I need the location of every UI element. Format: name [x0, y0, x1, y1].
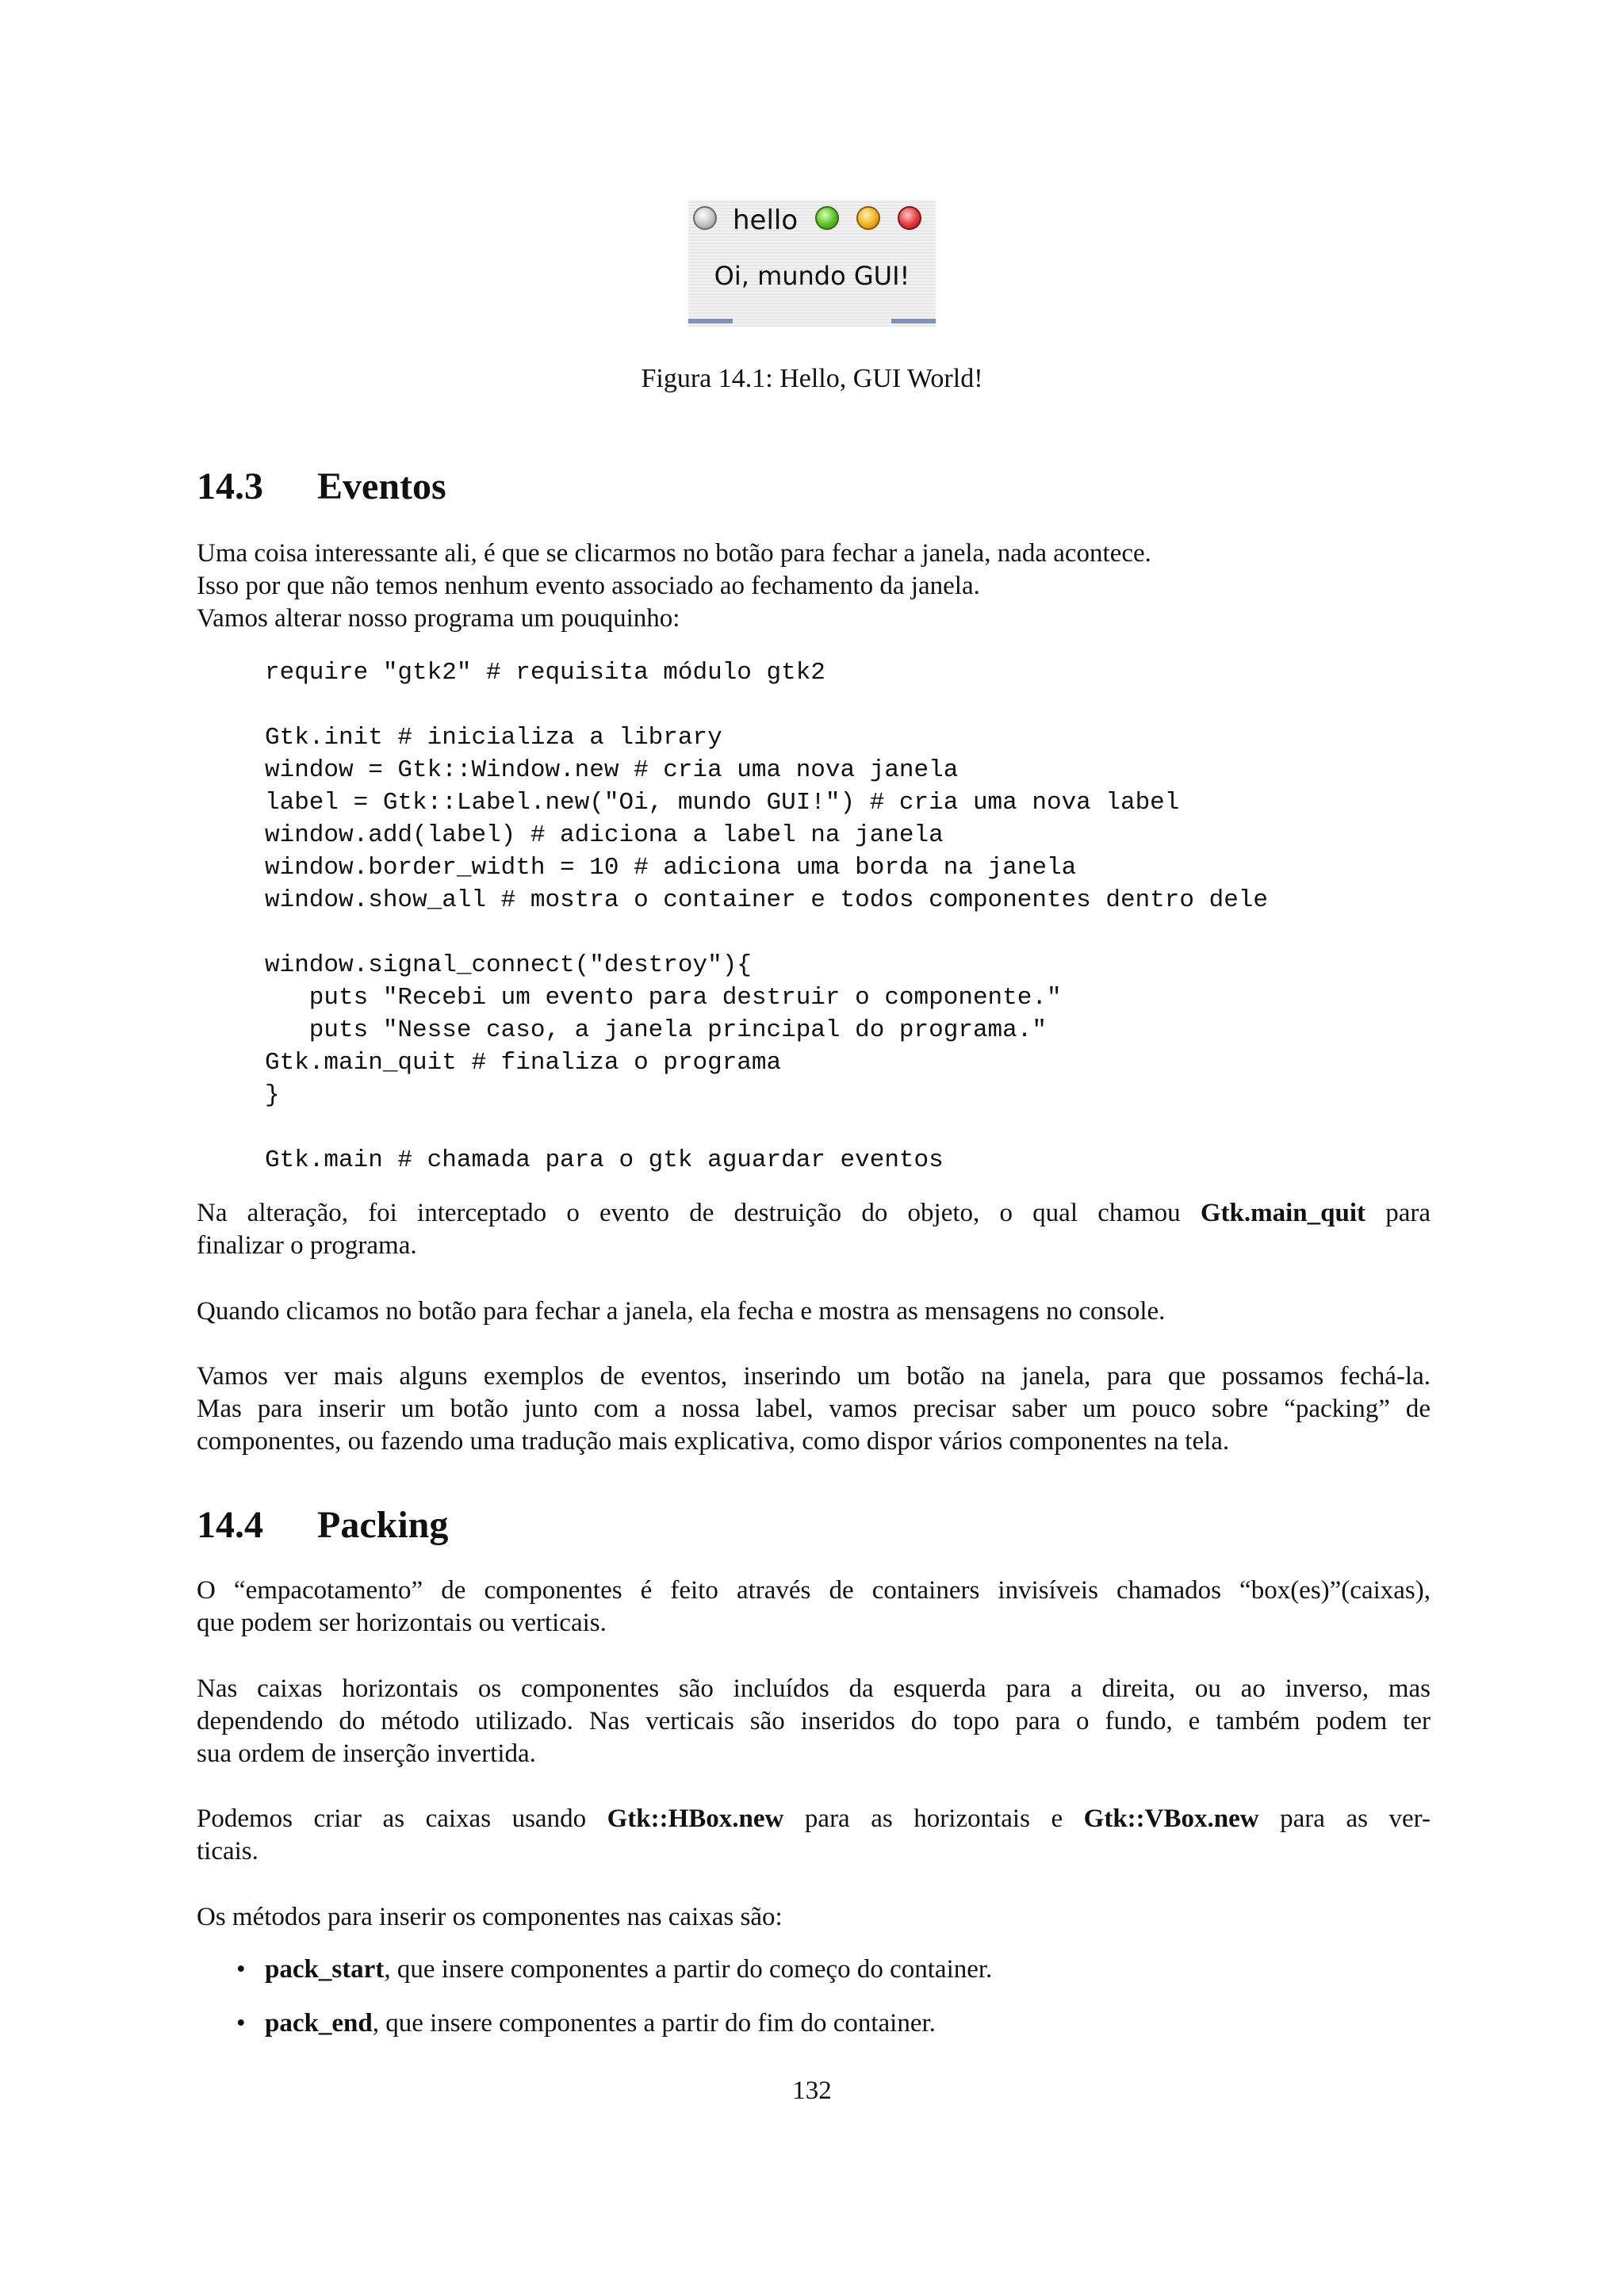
window-label: Oi, mundo GUI! [714, 261, 910, 291]
text-line: Uma coisa interessante ali, é que se clicarmos no botão para fechar a janela, nada acontece. [197, 539, 1151, 568]
code-line: Gtk.main_quit # finaliza o programa [265, 1049, 782, 1077]
list-item-text [265, 1954, 992, 1986]
minimize-icon [856, 206, 880, 230]
text-line: finalizar o programa. [197, 1231, 417, 1260]
code-line [265, 1112, 1268, 1144]
bold-term: pack_end [265, 2009, 373, 2038]
code-line [265, 689, 1268, 721]
paragraph-packing-4 [197, 1901, 1431, 1934]
resize-grip-right [891, 319, 936, 323]
text-line [197, 1197, 1431, 1230]
text-line: sua ordem de inserção invertida. [197, 1739, 536, 1768]
text-run: Na alteração, foi interceptado o evento de destruição do objeto, o qual chamou [197, 1199, 1201, 1227]
section-title: Eventos [317, 465, 446, 507]
section-heading-eventos [197, 463, 446, 511]
text-line: dependendo do método utilizado. Nas verticais são inseridos do topo para o fundo, e também podem ter [197, 1707, 1431, 1735]
code-line: window = Gtk::Window.new # cria uma nova janela [265, 756, 959, 784]
bold-term: Gtk.main_quit [1200, 1199, 1365, 1227]
gtk-window-figure [688, 200, 936, 327]
text-run: para [1365, 1199, 1431, 1227]
list-item-text [265, 2007, 936, 2040]
text-line: O “empacotamento” de componentes é feito através de containers invisíveis chamados “box(es)”(caixas), [197, 1576, 1431, 1605]
code-line: puts "Nesse caso, a janela principal do programa." [265, 1016, 1047, 1044]
text-line: Quando clicamos no botão para fechar a janela, ela fecha e mostra as mensagens no console. [197, 1297, 1166, 1326]
text-run: , que insere componentes a partir do fim do container. [372, 2009, 936, 2038]
paragraph-packing-3 [197, 1803, 1431, 1868]
maximize-icon [815, 206, 839, 230]
text-line: que podem ser horizontais ou verticais. [197, 1609, 607, 1637]
code-line: window.show_all # mostra o container e todos componentes dentro dele [265, 886, 1269, 914]
section-title: Packing [317, 1504, 449, 1546]
bullet-icon: • [236, 1955, 246, 1984]
code-line: puts "Recebi um evento para destruir o componente." [265, 984, 1062, 1012]
text-line: ticais. [197, 1837, 259, 1866]
bold-term: Gtk::VBox.new [1083, 1804, 1259, 1833]
text-run: , que insere componentes a partir do começo do container. [384, 1955, 993, 1984]
text-line: Vamos ver mais alguns exemplos de eventos, inserindo um botão na janela, para que possamos fechá-la. [197, 1362, 1431, 1391]
paragraph-packing-1 [197, 1575, 1431, 1640]
bullet-icon: • [236, 2009, 246, 2038]
text-line: Vamos alterar nosso programa um pouquinho: [197, 604, 680, 633]
section-heading-packing [197, 1502, 448, 1549]
code-line: window.border_width = 10 # adiciona uma borda na janela [265, 854, 1077, 882]
text-line [197, 1803, 1431, 1835]
resize-grip-left [688, 319, 733, 323]
section-number: 14.4 [197, 1504, 263, 1546]
figure-caption: Figura 14.1: Hello, GUI World! [641, 364, 983, 393]
paragraph-after-code-1 [197, 1197, 1431, 1262]
text-line: Nas caixas horizontais os componentes são incluídos da esquerda para a direita, ou ao inverso, mas [197, 1674, 1431, 1703]
code-line: require "gtk2" # requisita módulo gtk2 [265, 659, 825, 687]
window-title: hello [733, 205, 799, 236]
text-line: Os métodos para inserir os componentes nas caixas são: [197, 1903, 783, 1931]
text-line: componentes, ou fazendo uma tradução mais explicativa, como dispor vários componentes na tela. [197, 1427, 1230, 1456]
paragraph-intro [197, 538, 1431, 635]
close-icon [898, 206, 921, 230]
paragraph-packing-2 [197, 1673, 1431, 1770]
code-block [265, 656, 1268, 1177]
section-number: 14.3 [197, 465, 263, 507]
code-line: window.add(label) # adiciona a label na janela [265, 821, 944, 849]
window-menu-icon [693, 206, 717, 230]
window-titlebar [688, 200, 936, 241]
text-line: Isso por que não temos nenhum evento associado ao fechamento da janela. [197, 572, 980, 600]
code-line: } [265, 1081, 280, 1109]
text-run: para as horizontais e [783, 1804, 1084, 1833]
page-number: 132 [792, 2076, 832, 2105]
code-line: Gtk.init # inicializa a library [265, 724, 722, 752]
text-line: Mas para inserir um botão junto com a nossa label, vamos precisar saber um pouco sobre “packing” de [197, 1395, 1431, 1423]
text-run: Podemos criar as caixas usando [197, 1804, 607, 1833]
bold-term: pack_start [265, 1955, 385, 1984]
text-run: para as ver- [1258, 1804, 1431, 1833]
bold-term: Gtk::HBox.new [607, 1804, 784, 1833]
code-line: window.signal_connect("destroy"){ [265, 951, 752, 979]
code-line [265, 916, 1268, 949]
code-line: Gtk.main # chamada para o gtk aguardar eventos [265, 1146, 944, 1174]
paragraph-after-code-2 [197, 1295, 1431, 1328]
paragraph-after-code-3 [197, 1360, 1431, 1458]
code-line: label = Gtk::Label.new("Oi, mundo GUI!") # cria uma nova label [265, 789, 1180, 817]
